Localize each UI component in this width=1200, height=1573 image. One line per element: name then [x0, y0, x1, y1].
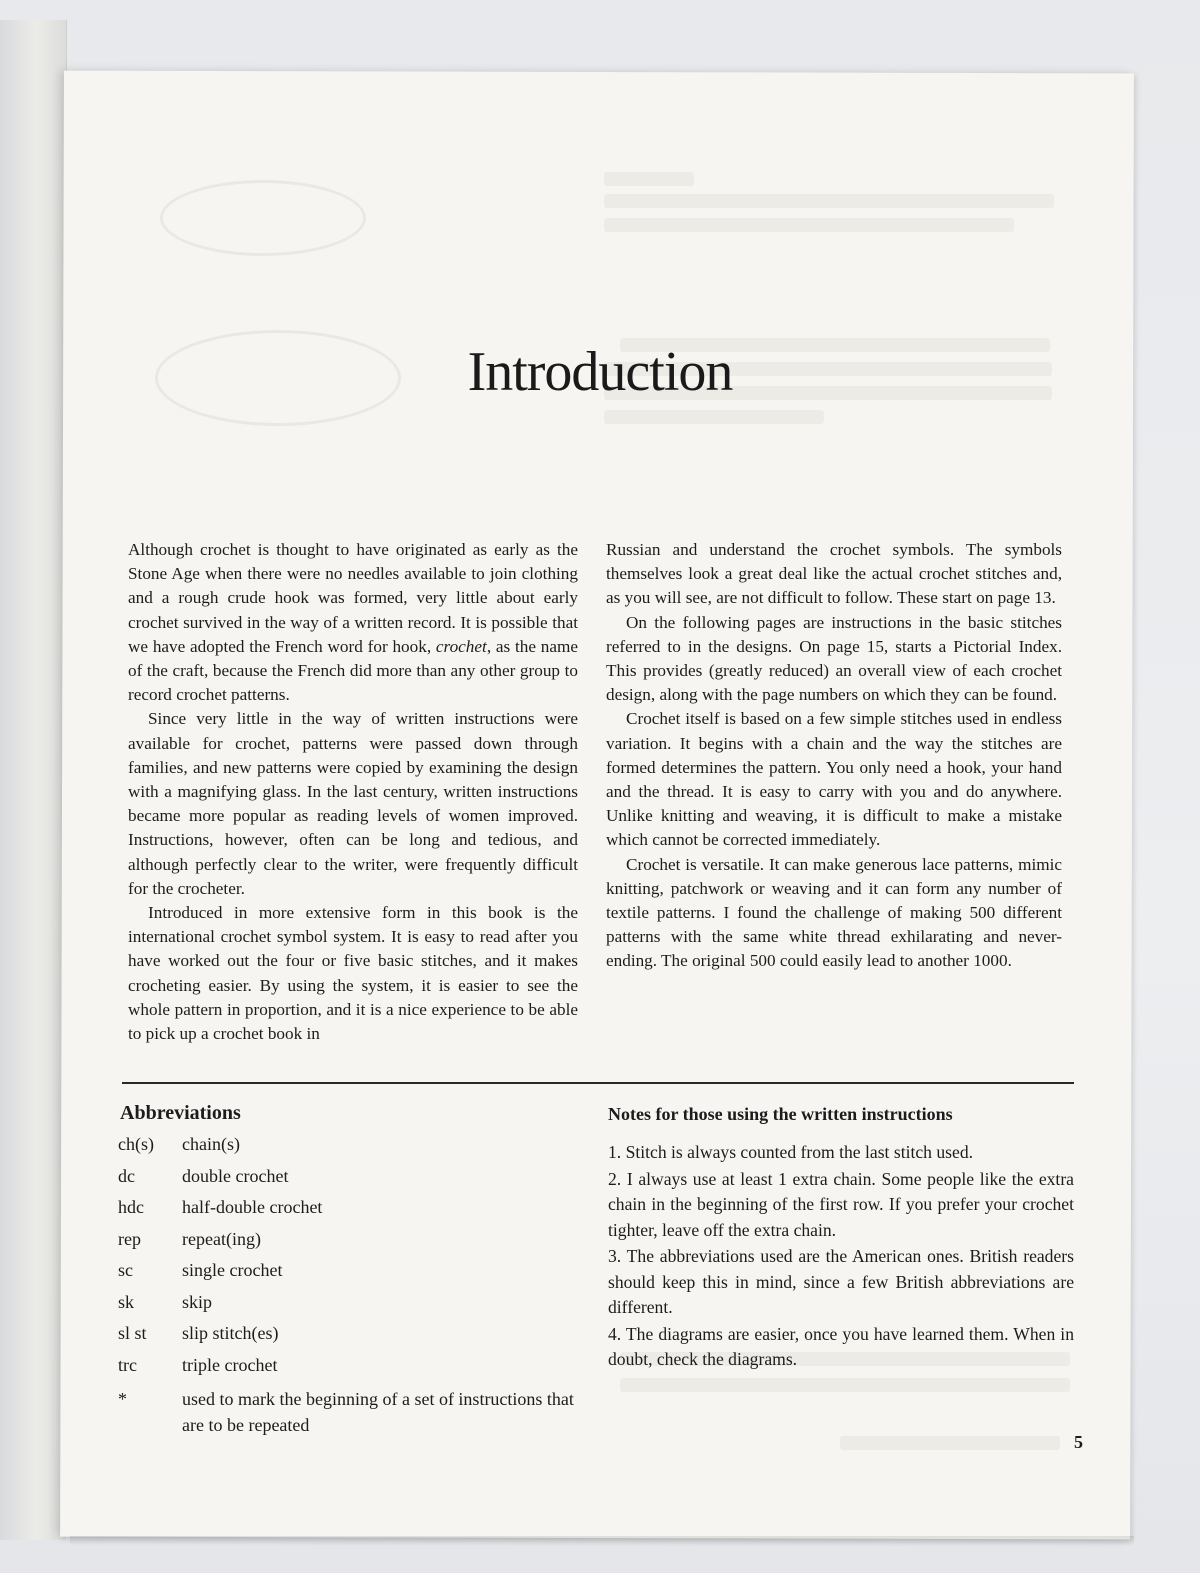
- intro-paragraph-3: Introduced in more extensive form in this book is the international crochet symbol system. It is easy to read after you have worked out the four or five basic stitches, and it makes crocheting easier. By using the system, it is easier to see the whole pattern in proportion, and it is a nice experience to be able to pick up a crochet book in: [128, 903, 578, 1044]
- notes-heading: Notes for those using the written instructions: [608, 1104, 953, 1124]
- section-divider: [122, 1082, 1074, 1084]
- intro-paragraph-2: Since very little in the way of written instructions were available for crochet, patterns were passed down through families, and new patterns were copied by examining the design with a magnifying glass. In the last century, written instructions became more popular as reading levels of women improved. Instructions, however, often can be long and tedious, and although perfectly clear to the writer, were frequently difficult for the crocheter.: [128, 709, 578, 898]
- abbreviation: sc: [118, 1260, 133, 1280]
- abbreviation-row: [118, 1258, 588, 1290]
- note-item: 4. The diagrams are easier, once you have learned them. When in doubt, check the diagrams.: [608, 1323, 1074, 1369]
- abbreviation: sl st: [118, 1323, 147, 1343]
- abbreviation: hdc: [118, 1197, 144, 1217]
- abbreviation: trc: [118, 1354, 137, 1375]
- abbreviation-meaning: used to mark the beginning of a set of instructions that are to be repeated: [182, 1389, 574, 1435]
- abbreviation: dc: [118, 1165, 135, 1186]
- abbreviation-row: [118, 1384, 588, 1438]
- notes-list: [608, 1140, 1074, 1373]
- abbreviation-row: [118, 1195, 588, 1227]
- abbreviation-row: [118, 1164, 588, 1196]
- abbreviation: rep: [118, 1228, 141, 1249]
- page-shadow: [70, 1536, 1134, 1546]
- note-item: 3. The abbreviations used are the American ones. British readers should keep this in mind, since a few British abbreviations are different.: [608, 1246, 1074, 1317]
- note-item: 2. I always use at least 1 extra chain. Some people like the extra chain in the beginning of the first row. If you prefer your crochet tighter, leave off the extra chain.: [608, 1168, 1074, 1240]
- abbreviation-meaning: skip: [182, 1291, 213, 1312]
- abbreviation-row: [118, 1353, 588, 1385]
- abbreviation-meaning: single crochet: [182, 1260, 283, 1280]
- intro-paragraph-1-text-b: , as the name of the craft, because the French did more than any other group to record crochet patterns.: [128, 636, 578, 705]
- intro-paragraph-7: Crochet is versatile. It can make generous lace patterns, mimic knitting, patchwork or weaving and it can form any number of textile patterns. I found the challenge of making 500 different patterns with the same white thread exhilarating and never-ending. The original 500 could easily lead to another 1000.: [606, 854, 1062, 971]
- abbreviation-meaning: triple crochet: [182, 1354, 278, 1375]
- intro-paragraph-5: On the following pages are instructions in the basic stitches referred to in the designs. On page 15, starts a Pictorial Index. This provides (greatly reduced) an overall view of each crochet design, along with the page numbers on which they can be found.: [606, 612, 1062, 705]
- abbreviation-row: [118, 1132, 588, 1164]
- abbreviation-meaning: double crochet: [182, 1165, 289, 1186]
- abbreviation-meaning: chain(s): [182, 1134, 240, 1154]
- abbreviation-meaning: repeat(ing): [182, 1228, 261, 1249]
- facing-page-edge: [0, 20, 67, 1540]
- abbreviation: ch(s): [118, 1134, 154, 1154]
- abbreviation-row: [118, 1290, 588, 1322]
- abbreviation-row: [118, 1321, 588, 1353]
- intro-paragraph-1-text-a: Although crochet is thought to have originated as early as the Stone Age when there were no needles available to join clothing and a rough crude hook was formed, very little about early crochet survived in the way of a written record. It is possible that we have adopted the French word for hook,: [128, 540, 578, 656]
- abbreviations-heading: Abbreviations: [120, 1102, 241, 1124]
- intro-paragraph-4: Russian and understand the crochet symbols. The symbols themselves look a great deal like the actual crochet stitches and, as you will see, are not difficult to follow. These start on page 13.: [606, 540, 1062, 608]
- abbreviation: *: [118, 1389, 127, 1409]
- intro-left-column: [128, 538, 578, 1046]
- intro-paragraph-1-italic: crochet: [435, 636, 487, 656]
- intro-paragraph-6: Crochet itself is based on a few simple stitches used in endless variation. It begins with a chain and the way the stitches are formed determines the pattern. You only need a hook, your hand and the thread. It is easy to carry with you and do anywhere. Unlike knitting and weaving, it is difficult to make a mistake which cannot be corrected immediately.: [606, 709, 1062, 850]
- note-item: 1. Stitch is always counted from the last stitch used.: [608, 1142, 974, 1162]
- page-title: Introduction: [467, 341, 733, 403]
- abbreviation-meaning: slip stitch(es): [182, 1323, 279, 1343]
- abbreviation-row: [118, 1227, 588, 1259]
- abbreviation-meaning: half-double crochet: [182, 1197, 323, 1217]
- intro-right-column: [606, 538, 1062, 974]
- abbreviations-table: [118, 1132, 588, 1438]
- abbreviation: sk: [118, 1291, 135, 1312]
- intro-paragraph-1: [128, 538, 578, 707]
- page-number: 5: [1074, 1432, 1083, 1452]
